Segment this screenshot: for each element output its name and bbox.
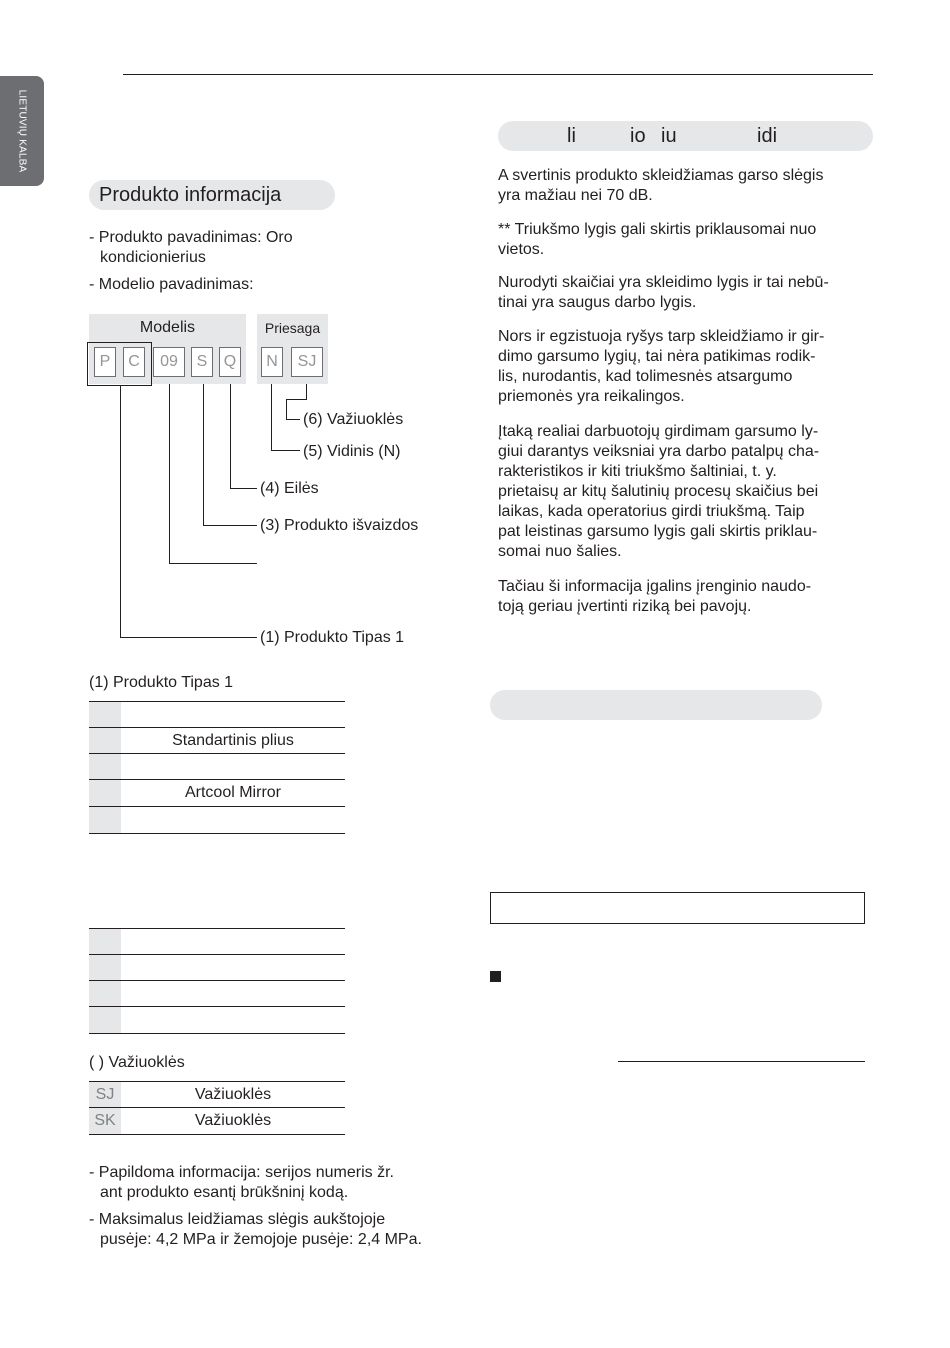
annotation-appearance: (3) Produkto išvaizdos [260,517,419,534]
connector-v-q [230,384,231,488]
black-square-bullet-icon [490,971,501,982]
section-title-empty [490,690,822,720]
noise-paragraph-line: A svertinis produkto skleidžiamas garso slėgis [498,167,824,184]
connector-v-sj-2 [286,399,287,419]
code-box-n: N [261,347,283,377]
noise-paragraph-line: Nurodyti skaičiai yra skleidimo lygis ir tai nebū- [498,274,829,291]
connector-v-n [271,384,272,450]
model-label: Modelis [139,319,196,336]
code-box-c: C [123,347,145,377]
header-fragment: li [567,125,576,147]
table2-code-cell [89,981,121,1007]
table1-row: Standartinis plius [172,732,294,749]
noise-paragraph-line: laikas, kada operatorius girdi triukšmą. Taip [498,503,805,520]
noise-paragraph-line: Nors ir egzistuoja ryšys tarp skleidžiamo ir gir- [498,328,825,345]
table3-row-sk: Važiuoklės [194,1112,272,1129]
table1-code-cell [89,754,121,780]
language-side-tab [0,76,44,186]
suffix-label: Priesaga [264,320,321,336]
table1-rule [89,806,345,807]
noise-paragraph-line: ** Triukšmo lygis gali skirtis priklausomai nuo [498,221,817,238]
table2-rule [89,928,345,929]
footer-bullet-pressure: - Maksimalus leidžiamas slėgis aukštojoje [89,1211,386,1228]
header-fragment: io [630,125,646,147]
table2-code-cell [89,955,121,981]
table1-code-cell [89,728,121,754]
table2-rule [89,1006,345,1007]
bullet-model-name: - Modelio pavadinimas: [89,276,254,293]
noise-paragraph-line: priemonės yra reikalingos. [498,388,685,405]
section-title-text: Produkto informacija [99,184,282,206]
connector-h-sj-top [286,399,307,400]
language-tab-label: LIETUVIŲ KALBA [16,89,28,173]
table2-rule [89,954,345,955]
noise-paragraph-line: dimo garsumo lygių, tai nėra patikimas rodik- [498,348,816,365]
header-fragment: iu [661,125,677,147]
table2-rule [89,1033,345,1034]
code-box-q: Q [219,347,241,377]
table3-title: ( ) Važiuoklės [89,1054,185,1071]
connector-v-pc [120,386,121,637]
section-title-noise [498,121,873,151]
noise-paragraph-line: Įtaką realiai darbuotojų girdimam garsumo ly- [498,423,819,440]
table1-row: Artcool Mirror [184,784,281,801]
code-box-s: S [191,347,213,377]
table3-code-sj: SJ [95,1086,115,1103]
annotation-series: (4) Eilės [260,480,319,497]
noise-paragraph-line: vietos. [498,241,545,258]
signature-rule [618,1061,865,1062]
connector-h-s [203,525,257,526]
connector-h-n [271,450,300,451]
noise-paragraph-line: rakteristikos ir kiti triukšmo šaltiniai, t. y. [498,463,777,480]
footer-bullet-serial-cont: ant produkto esantį brūkšninį kodą. [100,1184,349,1201]
footer-bullet-pressure-cont: pusėje: 4,2 MPa ir žemojoje pusėje: 2,4 MPa. [100,1231,422,1248]
connector-h-q [230,488,257,489]
footer-bullet-serial: - Papildoma informacija: serijos numeris žr. [89,1164,394,1181]
bullet-product-name-cont: kondicionierius [100,249,206,266]
annotation-indoor: (5) Vidinis (N) [303,443,401,460]
noise-paragraph-line: toją geriau įvertinti riziką bei pavojų. [498,598,752,615]
empty-outlined-box [490,892,865,924]
table3-row-sj: Važiuoklės [194,1086,272,1103]
code-box-p: P [94,347,116,377]
noise-paragraph-line: pat leistinas garsumo lygis gali skirtis priklau- [498,523,818,540]
connector-h-sj [286,419,300,420]
table1-rule [89,701,345,702]
table1-title: (1) Produkto Tipas 1 [89,674,234,691]
type-code-frame [87,342,152,386]
table1-rule [89,833,345,834]
connector-v-09 [169,384,170,563]
annotation-chassis: (6) Važiuoklės [303,411,404,428]
table2-code-cell [89,929,121,955]
connector-v-sj [306,384,307,399]
bullet-product-name: - Produkto pavadinimas: Oro [89,229,293,246]
table2-code-cell [89,1007,121,1033]
table3-code-sk: SK [94,1112,116,1129]
table1-code-cell [89,702,121,728]
noise-paragraph-line: prietaisų ar kitų šalutinių procesų skaičius bei [498,483,819,500]
section-title-product-info [89,180,335,210]
noise-paragraph-line: giui darantys veiksniai yra darbo patalpų cha- [498,443,820,460]
noise-paragraph-line: Tačiau ši informacija įgalins įrenginio naudo- [498,578,812,595]
table1-code-cell [89,807,121,833]
noise-paragraph-line: lis, nurodantis, kad tolimesnės atsargumo [498,368,793,385]
code-box-sj: SJ [291,347,323,377]
noise-paragraph-line: somai nuo šalies. [498,543,622,560]
table3-rule [89,1134,345,1135]
table1-rule [89,753,345,754]
connector-h-09 [169,563,257,564]
noise-paragraph-line: yra mažiau nei 70 dB. [498,187,653,204]
noise-paragraph-line: tinai yra saugus darbo lygis. [498,294,697,311]
table1-code-cell [89,780,121,806]
header-rule [123,74,873,75]
code-box-09: 09 [153,347,185,377]
annotation-product-type: (1) Produkto Tipas 1 [260,629,405,646]
connector-v-s [203,384,204,525]
header-fragment: idi [757,125,778,147]
connector-h-pc [120,637,257,638]
table2-rule [89,980,345,981]
